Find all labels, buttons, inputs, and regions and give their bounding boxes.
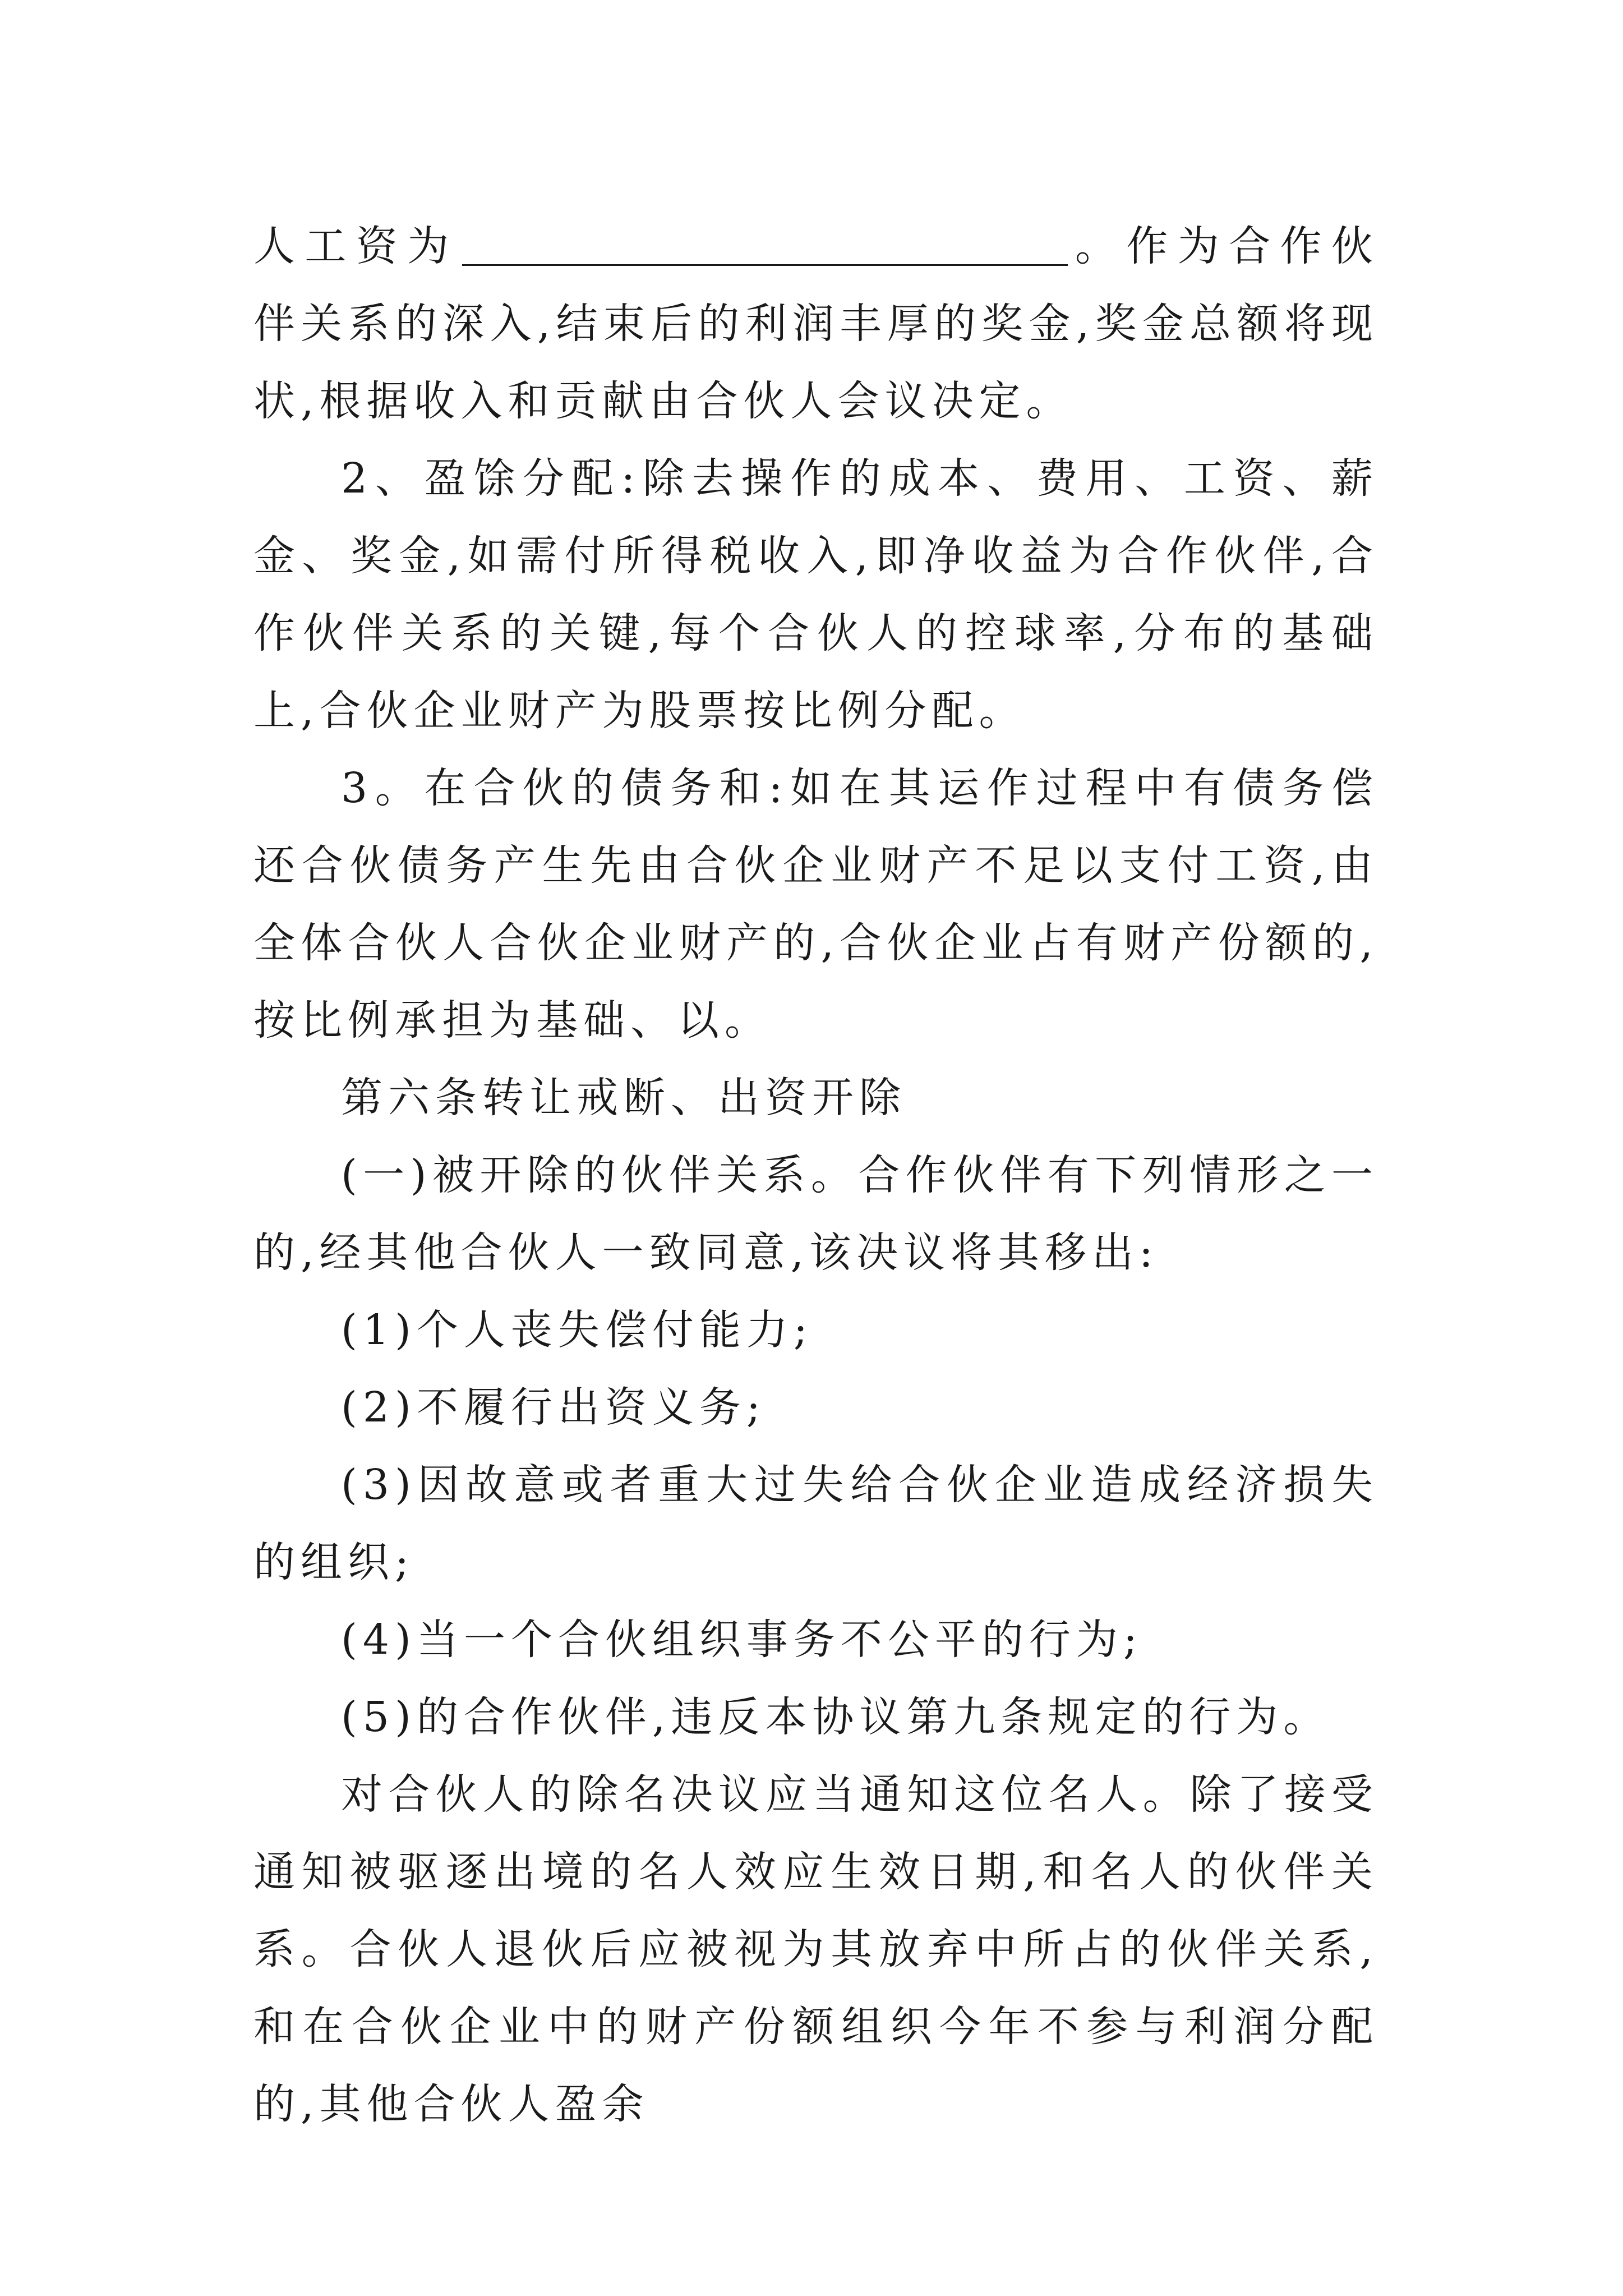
- paragraph-expulsion: (一)被开除的伙伴关系。合作伙伴有下列情形之一的,经其他合伙人一致同意,该决议将其移出:: [253, 1151, 1378, 1277]
- list-item-1: (1)个人丧失偿付能力;: [341, 1306, 813, 1354]
- paragraph-wages: [253, 208, 1378, 440]
- article-six-heading: 第六条转让戒断、出资开除: [341, 1074, 906, 1122]
- document-page: [253, 208, 1378, 2143]
- list-item-5: (5)的合作伙伴,违反本协议第九条规定的行为。: [341, 1693, 1331, 1741]
- list-item-4: (4)当一个合伙组织事务不公平的行为;: [341, 1616, 1143, 1664]
- list-item-3: (3)因故意或者重大过失给合伙企业造成经济损失的组织;: [253, 1461, 1378, 1586]
- paragraph-surplus-distribution: 2、盈馀分配:除去操作的成本、费用、工资、薪金、奖金,如需付所得税收入,即净收益为合作伙伴,合作伙伴关系的关键,每个合伙人的控球率,分布的基础上,合伙企业财产为股票按比例分配。: [253, 454, 1378, 735]
- paragraph-expulsion-notice: 对合伙人的除名决议应当通知这位名人。除了接受通知被驱逐出境的名人效应生效日期,和名人的伙伴关系。合伙人退伙后应被视为其放弃中所占的伙伴关系,和在合伙企业中的财产份额组织今年不参与利润分配的,其他合伙人盈余: [253, 1770, 1378, 2128]
- paragraph-wages-rest: 。作为合作伙伴关系的深入,结束后的利润丰厚的奖金,奖金总额将现状,根据收入和贡献由合伙人会议决定。: [253, 222, 1379, 425]
- list-item-2: (2)不履行出资义务;: [341, 1383, 766, 1432]
- paragraph-partnership-debts: 3。在合伙的债务和:如在其运作过程中有债务偿还合伙债务产生先由合伙企业财产不足以支付工资,由全体合伙人合伙企业财产的,合伙企业占有财产份额的,按比例承担为基础、以。: [253, 764, 1378, 1045]
- paragraph-wages-start: 人工资为: [253, 222, 459, 270]
- wage-blank-line: [462, 225, 1068, 266]
